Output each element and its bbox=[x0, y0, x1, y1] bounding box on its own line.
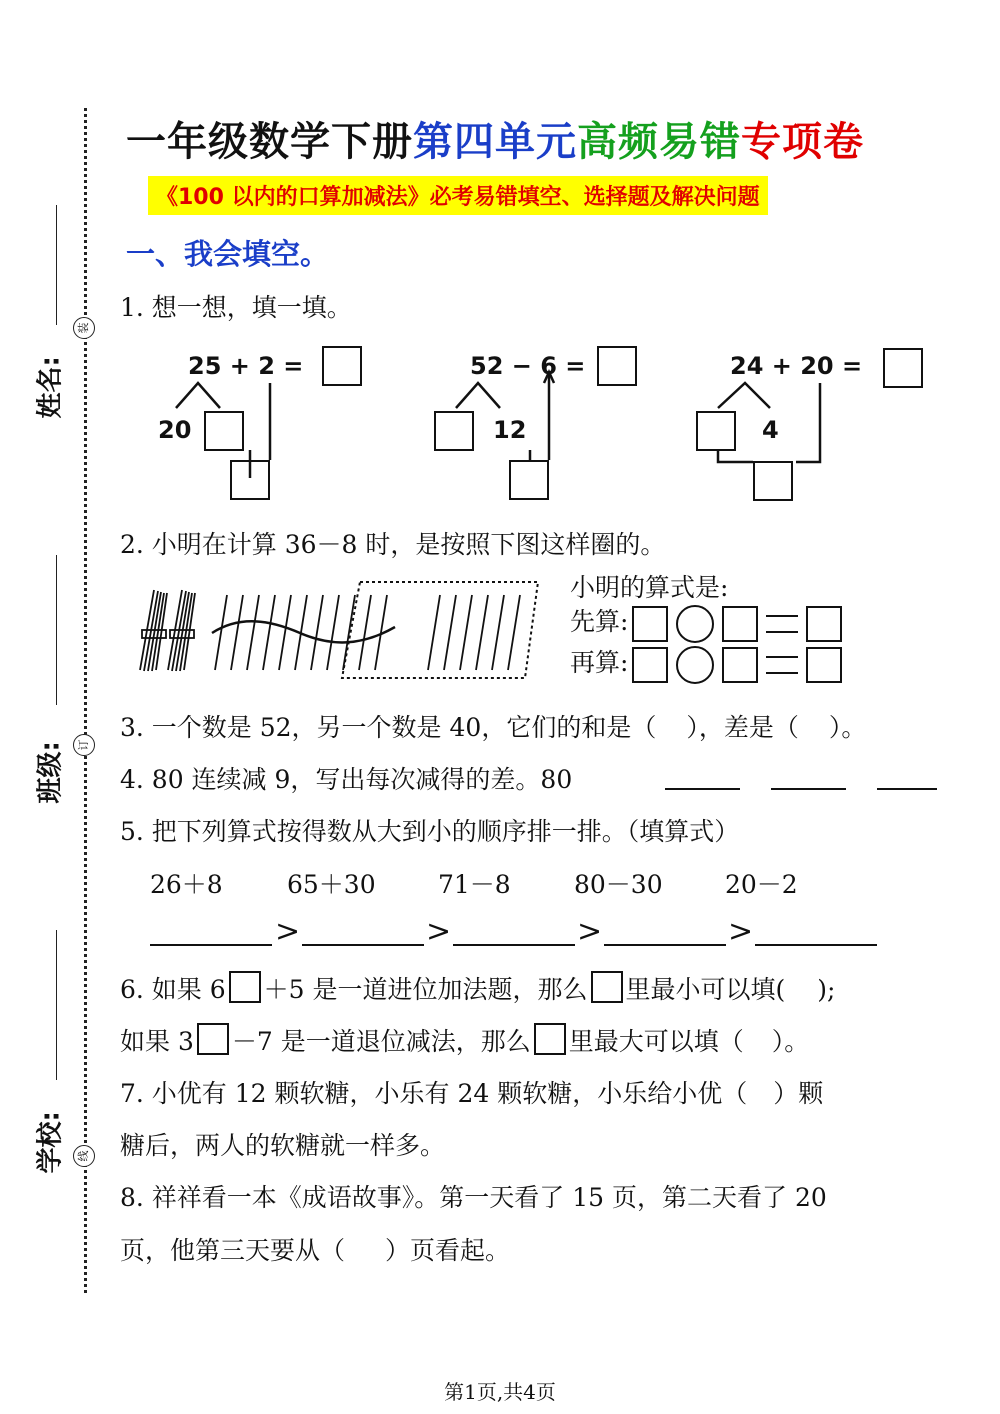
q5-blank-5[interactable] bbox=[755, 944, 877, 946]
q2-first-step bbox=[570, 602, 846, 643]
q1-connector-lines bbox=[0, 0, 1000, 520]
q4-blank-2[interactable] bbox=[771, 788, 846, 790]
greater-than-icon: > bbox=[728, 914, 754, 949]
q6-b3: 里最大可以填（ bbox=[568, 1027, 744, 1056]
q4-blank-1[interactable] bbox=[665, 788, 740, 790]
q2-then-label: 再算: bbox=[570, 648, 629, 677]
subtitle-banner: 《100 以内的口算加减法》必考易错填空、选择题及解决问题 bbox=[148, 176, 768, 215]
q3-part-a: 3. 一个数是 52，另一个数是 40，它们的和是（ bbox=[120, 713, 657, 742]
school-label: 学校: bbox=[35, 1111, 66, 1174]
q4-blank-3[interactable] bbox=[877, 788, 937, 790]
q5-blank-3[interactable] bbox=[453, 944, 575, 946]
q7-l1a: 7. 小优有 12 颗软糖，小乐有 24 颗软糖，小乐给小优（ bbox=[120, 1079, 748, 1108]
q2-first-box-a[interactable] bbox=[632, 606, 668, 642]
q6-a4: ); bbox=[817, 975, 836, 1004]
title-part1: 一年级数学下册 bbox=[126, 119, 413, 165]
name-label: 姓名: bbox=[35, 356, 66, 419]
q6-b1: 如果 3 bbox=[120, 1027, 194, 1056]
q6-ref-box-2 bbox=[534, 1023, 566, 1055]
q3-part-b: ），差是（ bbox=[686, 713, 799, 742]
q5-expr-4: 80－30 bbox=[574, 870, 663, 899]
question-5: 5. 把下列算式按得数从大到小的顺序排一排。（填算式） bbox=[120, 817, 740, 846]
section-heading: 一、我会填空。 bbox=[126, 237, 330, 271]
q2-first-box-b[interactable] bbox=[722, 606, 758, 642]
q1-split-1: 20 bbox=[158, 416, 192, 444]
q8-l2b: ）页看起。 bbox=[385, 1236, 511, 1265]
greater-than-icon: > bbox=[577, 914, 603, 949]
q2-first-operator-circle[interactable] bbox=[676, 605, 714, 643]
stick-bundles-illustration bbox=[130, 575, 550, 690]
q1-split-2: 12 bbox=[493, 416, 527, 444]
class-write-line bbox=[56, 555, 57, 705]
q6-digit-box-1[interactable] bbox=[229, 971, 261, 1003]
q6-digit-box-2[interactable] bbox=[197, 1023, 229, 1055]
question-6-line-2 bbox=[120, 1022, 809, 1058]
q1-expr-3: 24 + 20 = bbox=[730, 352, 863, 380]
question-7-line-1 bbox=[120, 1074, 823, 1110]
q1-expr-2: 52 − 6 = bbox=[470, 352, 586, 380]
q5-blank-4[interactable] bbox=[604, 944, 726, 946]
q8-l2a: 页，他第三天要从（ bbox=[120, 1236, 346, 1265]
q6-ref-box-1 bbox=[591, 971, 623, 1003]
q5-expr-5: 20－2 bbox=[725, 870, 798, 899]
q5-expr-1: 26＋8 bbox=[150, 870, 223, 899]
q2-then-box-a[interactable] bbox=[632, 647, 668, 683]
page-footer: 第1页,共4页 bbox=[444, 1380, 556, 1404]
q6-a3: 里最小可以填( bbox=[625, 975, 786, 1004]
question-1: 1. 想一想，填一填。 bbox=[120, 293, 352, 322]
school-write-line bbox=[56, 930, 57, 1080]
q2-then-result-box[interactable] bbox=[806, 647, 842, 683]
q5-expr-2: 65＋30 bbox=[287, 870, 376, 899]
q5-blank-2[interactable] bbox=[302, 944, 424, 946]
q6-a2: ＋5 是一道进位加法题，那么 bbox=[263, 975, 588, 1004]
question-8-line-2 bbox=[120, 1231, 510, 1267]
seal-ding: 订 bbox=[73, 734, 95, 756]
q5-blank-1[interactable] bbox=[150, 944, 272, 946]
q6-b2: －7 是一道退位减法，那么 bbox=[231, 1027, 531, 1056]
question-6-line-1 bbox=[120, 970, 835, 1006]
question-2: 2. 小明在计算 36－8 时，是按照下图这样圈的。 bbox=[120, 530, 666, 559]
question-8-line-1: 8. 祥祥看一本《成语故事》。第一天看了 15 页，第二天看了 20 bbox=[120, 1183, 827, 1212]
title-part2: 第四单元 bbox=[413, 119, 577, 165]
q2-then-box-b[interactable] bbox=[722, 647, 758, 683]
q2-equation-label: 小明的算式是: bbox=[570, 573, 729, 602]
title-part4: 专项卷 bbox=[741, 119, 864, 165]
q5-expr-3: 71－8 bbox=[438, 870, 511, 899]
q2-first-label: 先算: bbox=[570, 607, 629, 636]
question-4: 4. 80 连续减 9，写出每次减得的差。80 bbox=[120, 765, 573, 794]
q1-split-3: 4 bbox=[762, 416, 779, 444]
title-part3: 高频易错 bbox=[577, 119, 741, 165]
class-label: 班级: bbox=[35, 741, 66, 804]
question-3 bbox=[120, 708, 866, 744]
q2-then-operator-circle[interactable] bbox=[676, 646, 714, 684]
q6-a1: 6. 如果 6 bbox=[120, 975, 226, 1004]
question-7-line-2: 糖后，两人的软糖就一样多。 bbox=[120, 1131, 446, 1160]
q2-second-step bbox=[570, 643, 846, 684]
q6-b4: ）。 bbox=[771, 1027, 810, 1056]
equals-sign-icon bbox=[766, 656, 798, 674]
equals-sign-icon bbox=[766, 615, 798, 633]
seal-zhuang: 装 bbox=[73, 317, 95, 339]
q1-expr-1: 25 + 2 = bbox=[188, 352, 304, 380]
seal-xian: 线 bbox=[73, 1145, 95, 1167]
q2-first-result-box[interactable] bbox=[806, 606, 842, 642]
q7-l1b: ）颗 bbox=[773, 1079, 824, 1108]
greater-than-icon: > bbox=[275, 914, 301, 949]
q3-part-c: ）。 bbox=[828, 713, 867, 742]
greater-than-icon: > bbox=[426, 914, 452, 949]
